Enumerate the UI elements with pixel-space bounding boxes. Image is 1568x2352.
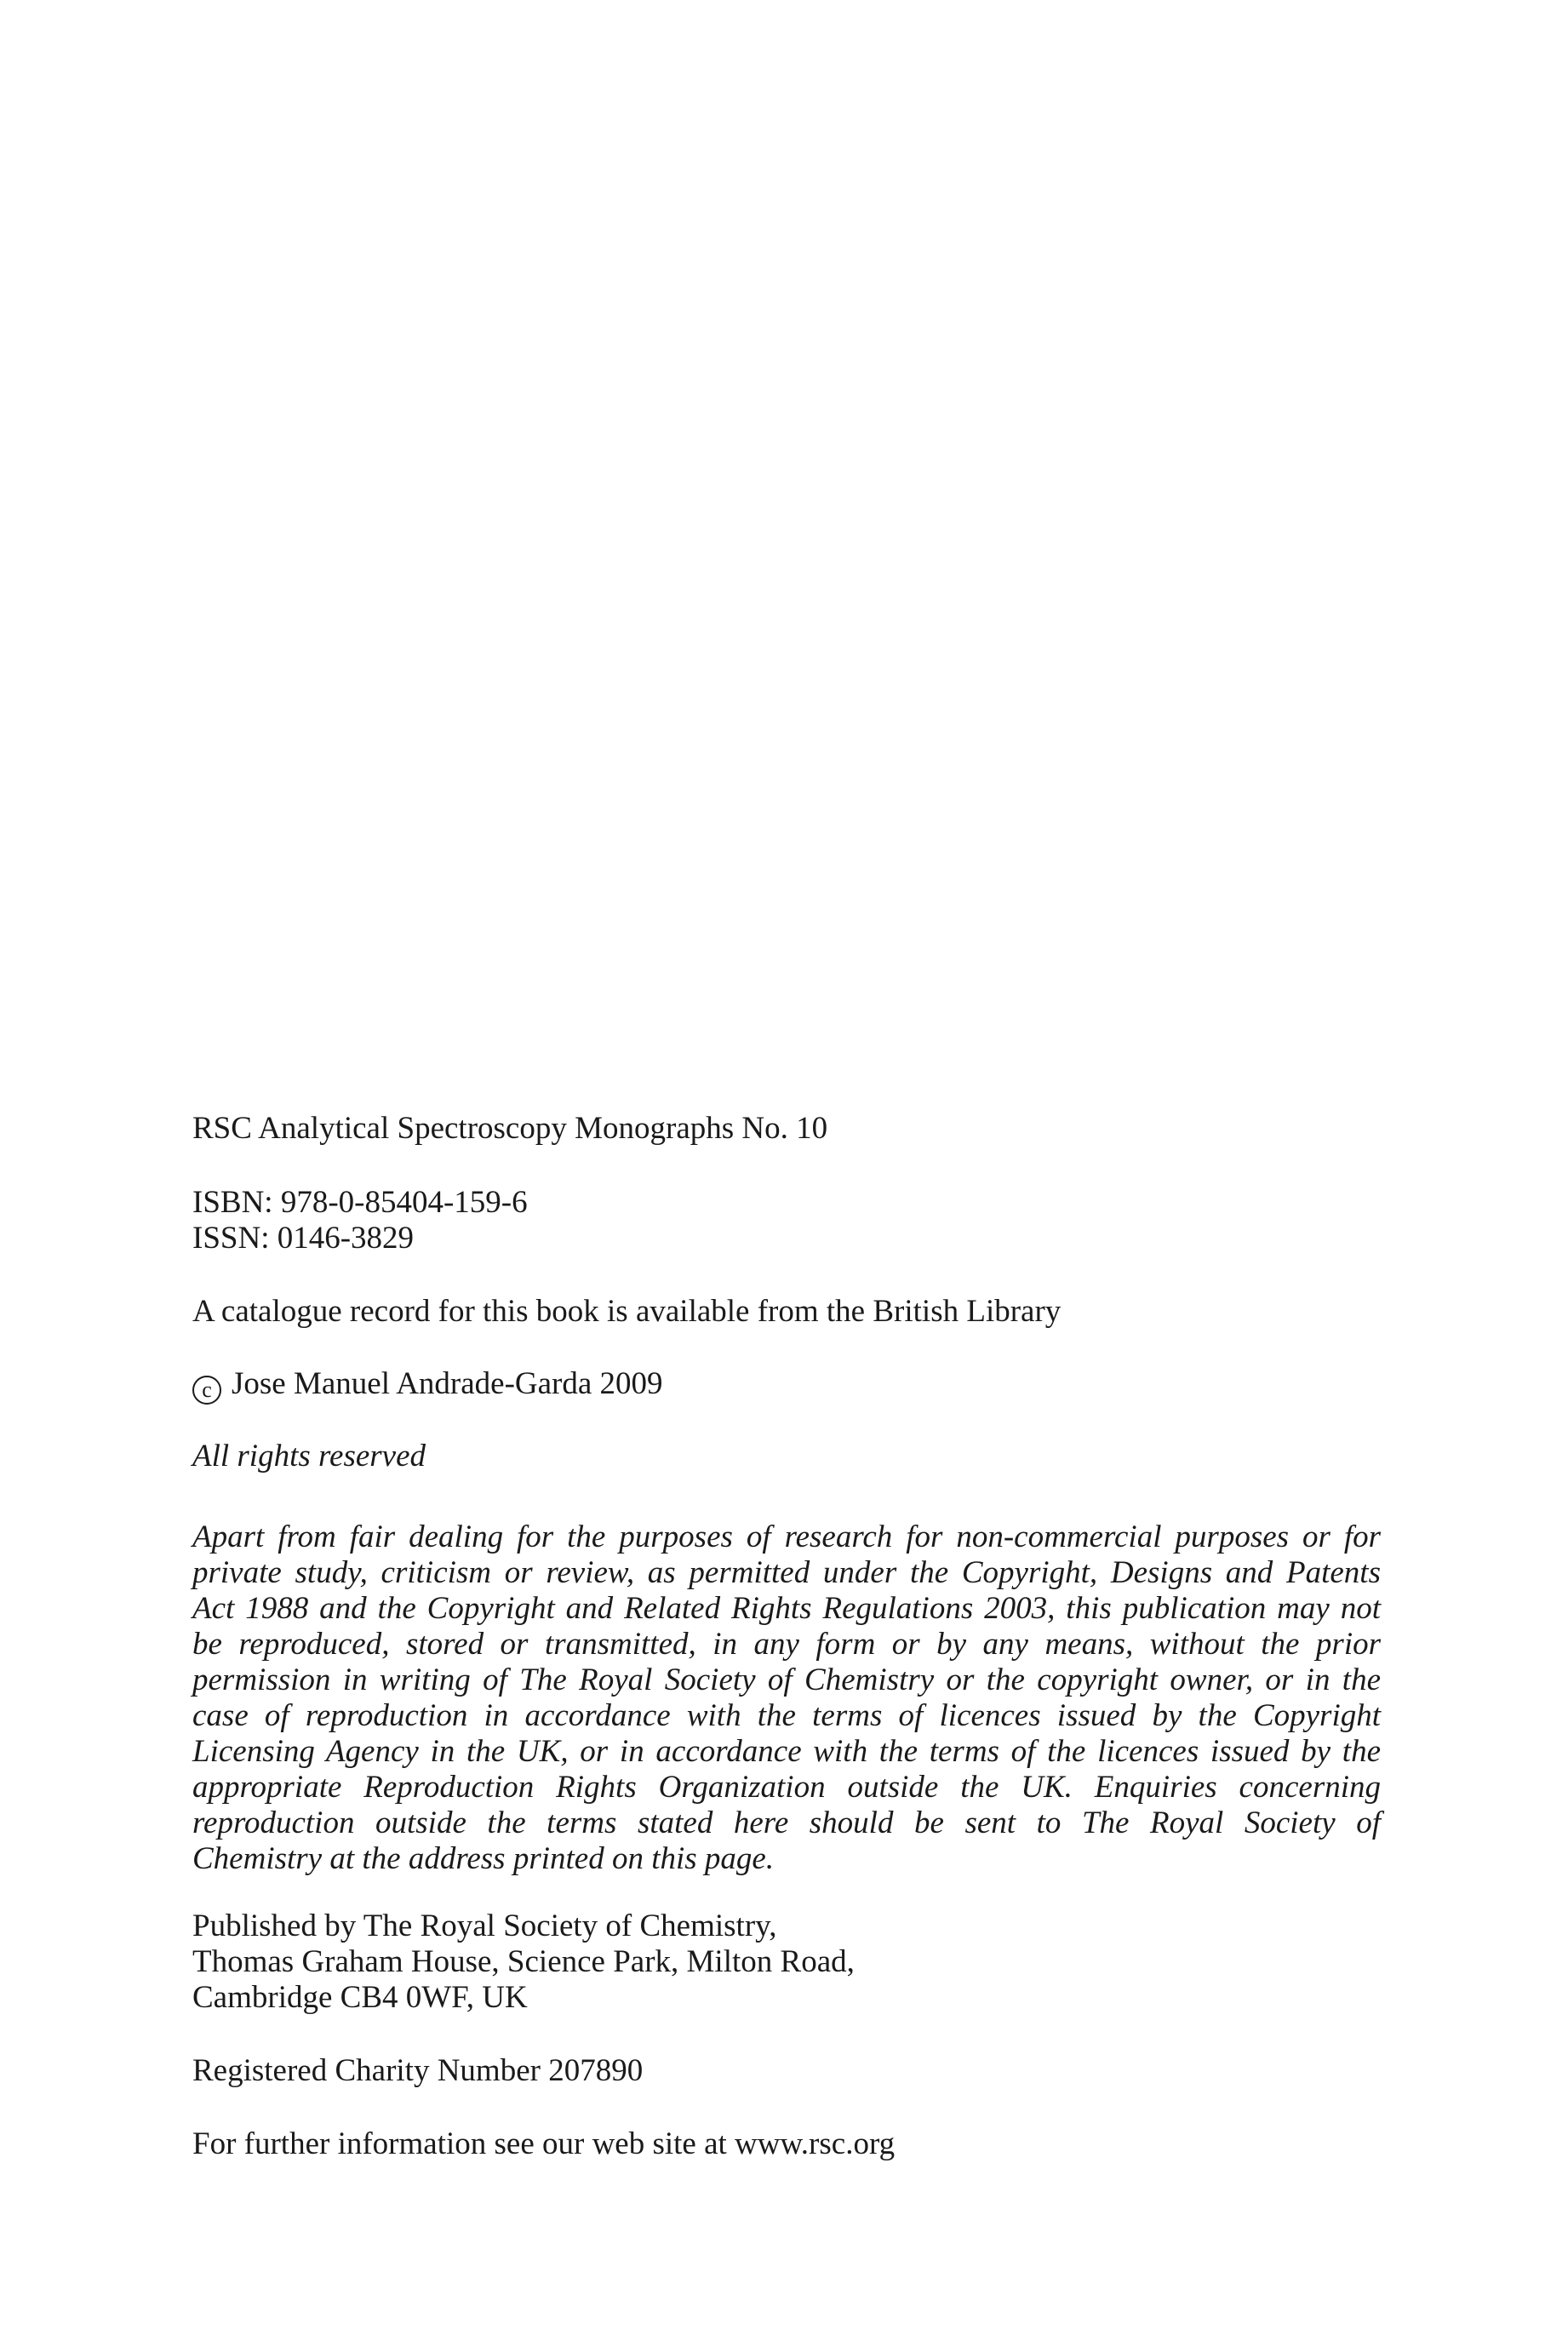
copyright-icon: c	[192, 1376, 221, 1405]
charity-number	[192, 2053, 1384, 2089]
series-line	[192, 1111, 1384, 1147]
copyright-holder: Jose Manuel Andrade-Garda 2009	[232, 1366, 663, 1401]
notice-line: private study, criticism or review, as permitted under the Copyright, Designs and Patents	[192, 1555, 1381, 1590]
series-text: RSC Analytical Spectroscopy Monographs No. 10	[192, 1111, 828, 1146]
notice-line: permission in writing of The Royal Society of Chemistry or the copyright owner, or in the	[192, 1662, 1381, 1697]
notice-line: reproduction outside the terms stated here should be sent to The Royal Society of	[192, 1805, 1381, 1840]
publisher-line: Cambridge CB4 0WF, UK	[192, 1980, 528, 2015]
website-text: For further information see our web site at www.rsc.org	[192, 2126, 896, 2161]
isbn-text: ISBN: 978-0-85404-159-6	[192, 1185, 528, 1220]
notice-line: case of reproduction in accordance with the terms of licences issued by the Copyright	[192, 1698, 1381, 1733]
publisher-address	[192, 1908, 1384, 2016]
charity-text: Registered Charity Number 207890	[192, 2053, 644, 2088]
identifiers	[192, 1185, 1384, 1256]
website-info	[192, 2126, 1384, 2162]
rights-reserved	[192, 1439, 1384, 1474]
issn-text: ISSN: 0146-3829	[192, 1221, 415, 1256]
rights-reserved-text: All rights reserved	[192, 1439, 426, 1474]
publisher-line: Published by The Royal Society of Chemistry,	[192, 1908, 777, 1943]
publisher-line: Thomas Graham House, Science Park, Milton Road,	[192, 1944, 855, 1979]
notice-line: appropriate Reproduction Rights Organization outside the UK. Enquiries concerning	[192, 1770, 1381, 1805]
notice-line: Chemistry at the address printed on this page.	[192, 1841, 775, 1876]
catalogue-note	[192, 1294, 1384, 1330]
notice-line: Apart from fair dealing for the purposes of research for non-commercial purposes or for	[192, 1519, 1381, 1554]
copyright-notice	[192, 1519, 1381, 1877]
copyright-line	[192, 1366, 1384, 1405]
notice-line: Licensing Agency in the UK, or in accordance with the terms of the licences issued by the	[192, 1734, 1381, 1769]
notice-line: Act 1988 and the Copyright and Related Rights Regulations 2003, this publication may not	[192, 1591, 1381, 1626]
catalogue-text: A catalogue record for this book is available from the British Library	[192, 1294, 1062, 1329]
notice-line: be reproduced, stored or transmitted, in any form or by any means, without the prior	[192, 1627, 1381, 1662]
